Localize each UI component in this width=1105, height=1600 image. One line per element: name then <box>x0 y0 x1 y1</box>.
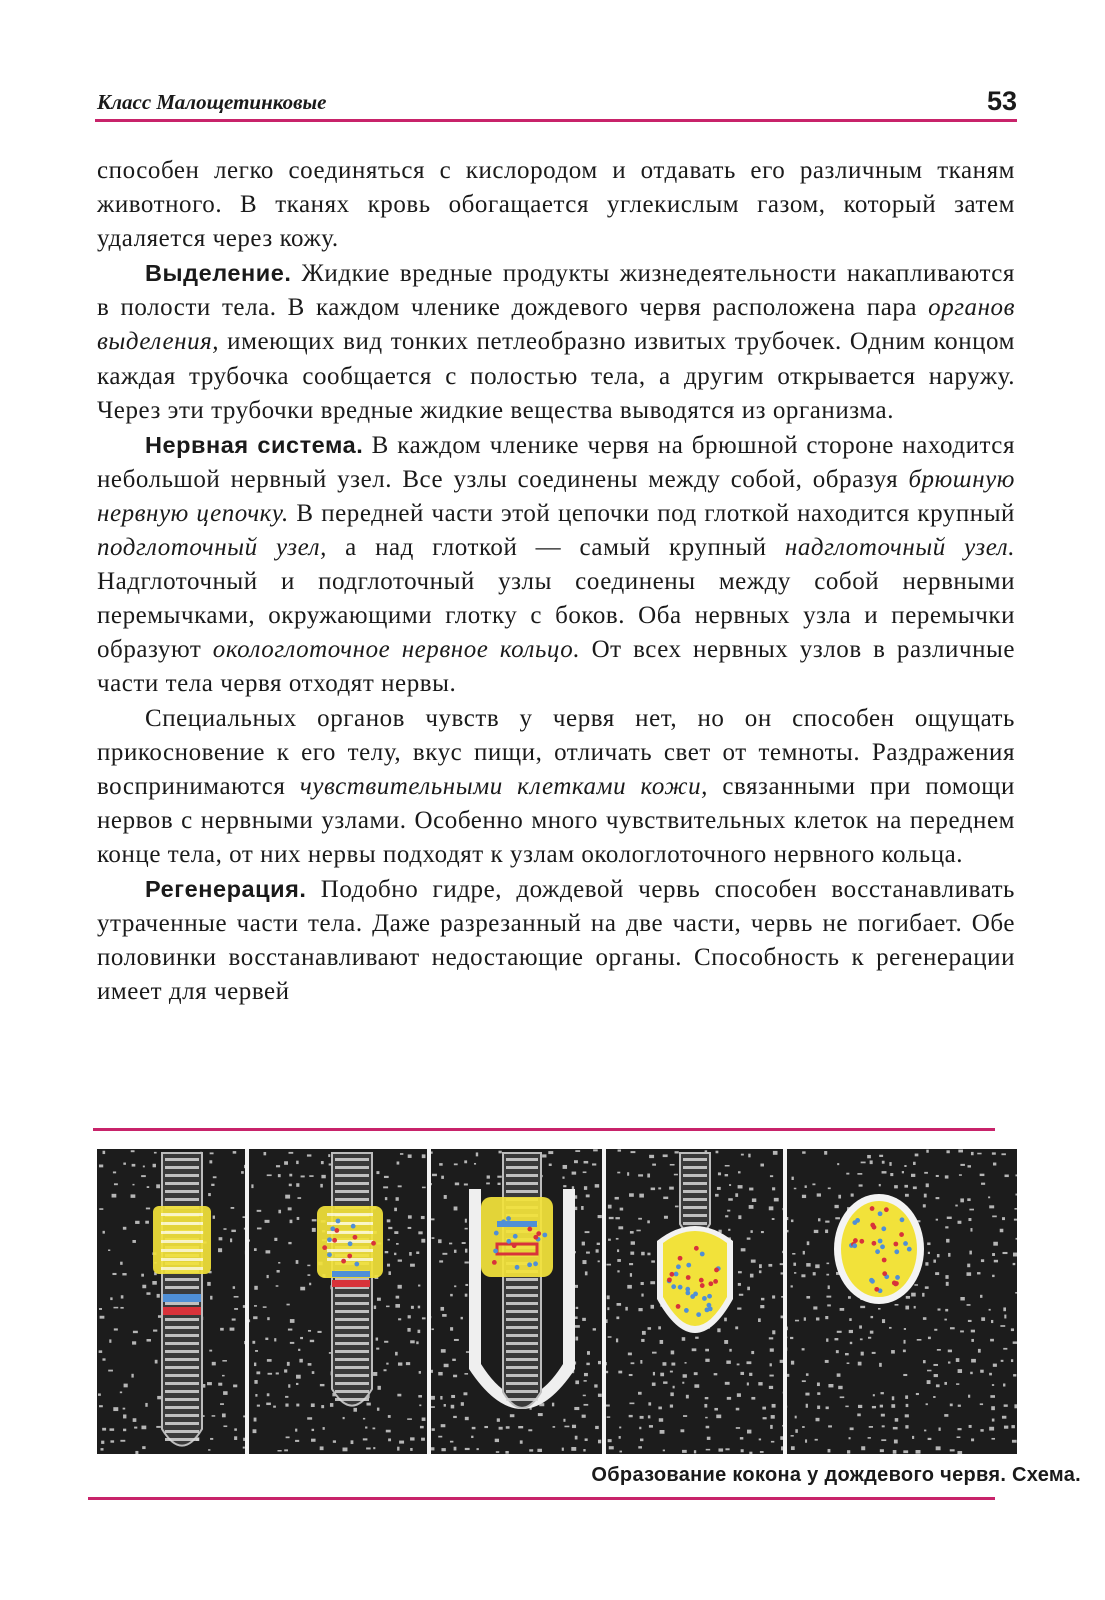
paragraph <box>97 256 1015 427</box>
figure-caption: Образование кокона у дождевого червя. Схема. <box>591 1464 1081 1486</box>
caption-bottom-rule <box>88 1497 995 1500</box>
running-head <box>97 86 1017 120</box>
figure-top-rule <box>93 1128 995 1131</box>
blue-band <box>163 1294 201 1302</box>
text-run: Специальных органов чувств у червя нет, но он способен ощущать прикосновение к его телу, вкус пищи, отличать свет от темноты. Раздражения воспринимаются <box>97 704 1015 800</box>
red-band <box>163 1307 201 1315</box>
panel-divider <box>427 1149 431 1454</box>
header-rule <box>95 119 1017 122</box>
text-run: В каждом членике червя на брюшной стороне находится небольшой нервный узел. Все узлы соединены между собой, образуя <box>97 431 1015 493</box>
text-run: Жидкие вредные продукты жизнедеятельности накапливаются в полости тела. В каждом членике дождевого червя расположена пара <box>97 260 1015 322</box>
term-italic: органов выделения, <box>97 294 1015 356</box>
panel-divider <box>602 1149 606 1454</box>
text-run: В передней части этой цепочки под глоткой находится крупный <box>288 499 1015 527</box>
term-italic: надглоточный узел. <box>784 534 1015 562</box>
panel-divider <box>245 1149 249 1454</box>
term-italic: окологлоточное нервное кольцо. <box>212 636 581 664</box>
text-run: имеющих вид тонких петлеобразно извитых трубочек. Одним концом каждая трубочка сообщается с полостью тела, а другим открывается наружу. Через эти трубочки вредные жидкие вещества выводятся из организма. <box>97 328 1015 424</box>
text-run: а над глоткой — самый крупный <box>326 534 785 562</box>
text-run: От всех нервных узлов в различные части тела червя отходят нервы. <box>97 636 1016 698</box>
text-run: Подобно гидре, дождевой червь способен восстанавливать утраченные части тела. Даже разрезанный на две части, червь не погибает. Обе половинки восстанавливают недостающие органы. Способность к регенерации имеет для червей <box>97 875 1015 1006</box>
panel-stage-5 <box>834 1194 924 1304</box>
term-italic: подглоточный узел, <box>97 534 327 562</box>
paragraph <box>97 872 1015 1009</box>
panel-divider <box>783 1149 787 1454</box>
body-text <box>97 154 1015 1009</box>
paragraph <box>97 428 1015 702</box>
text-run: Надглоточный и подглоточный узлы соединены между собой нервными перемычками, окружающими глотку с боков. Оба нервных узла и перемычки образуют <box>97 568 1015 664</box>
panel-stage-1 <box>153 1153 211 1446</box>
panel-stage-3 <box>469 1153 575 1409</box>
text-run: связанными при помощи нервов с нервными узлами. Особенно много чувствительных клеток на переднем конце тела, от них нервы подходят к узлам окологлоточного нервного кольца. <box>97 772 1015 868</box>
term-italic: брюшную нервную цепочку. <box>97 465 1015 527</box>
cocoon-formation-figure <box>97 1149 1017 1454</box>
section-heading: Регенерация. <box>145 875 307 902</box>
paragraph <box>97 154 1015 256</box>
paragraph <box>97 702 1015 872</box>
term-italic: чувствительными клетками кожи, <box>299 772 708 800</box>
section-heading: Нервная система. <box>145 431 364 458</box>
section-heading: Выделение. <box>145 260 292 287</box>
running-title: Класс Малощетинковые <box>97 90 327 114</box>
cocoon <box>663 1231 727 1326</box>
page-number: 53 <box>986 86 1017 116</box>
text-run: способен легко соединяться с кислородом и отдавать его различным тканям животного. В тканях кровь обогащается углекислым газом, который затем удаляется через кожу. <box>97 157 1015 253</box>
